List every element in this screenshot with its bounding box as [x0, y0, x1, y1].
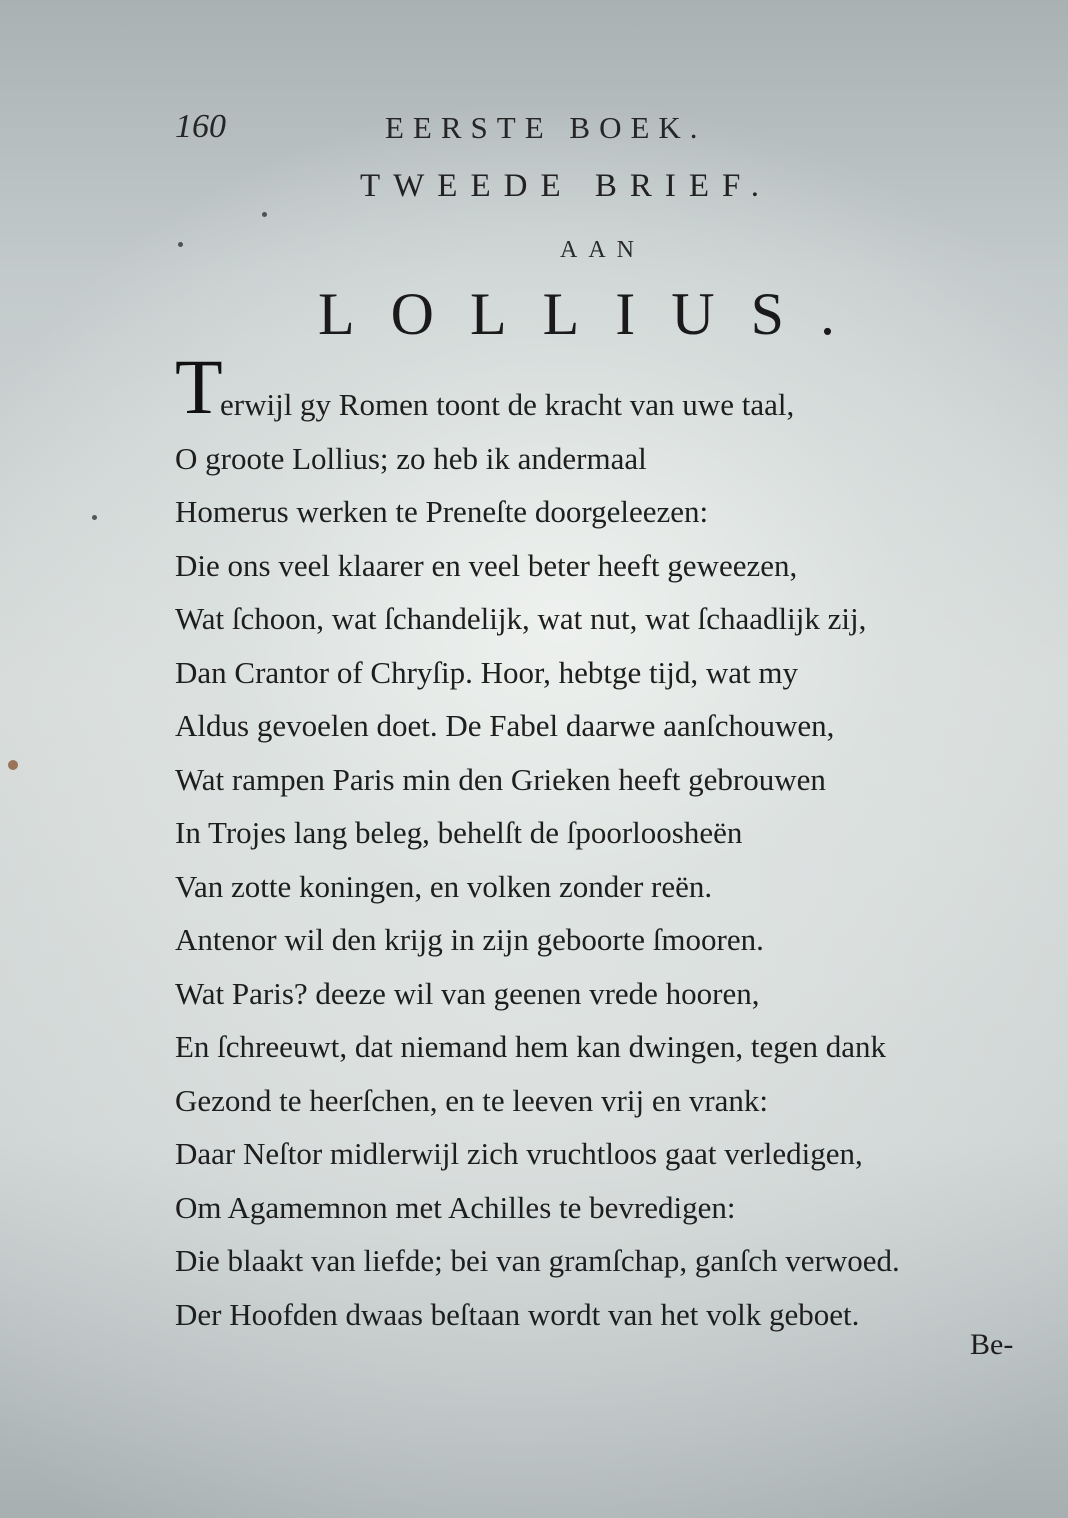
verse-line: O groote Lollius; zo heb ik andermaal: [175, 440, 647, 476]
verse-line: Van zotte koningen, en volken zonder reën.: [175, 868, 713, 904]
letter-to-word: AAN: [560, 237, 645, 263]
verse-line: [175, 343, 1035, 432]
verse-line: Dan Crantor of Chryſip. Hoor, hebtge tijd, wat my: [175, 654, 798, 690]
verse-line: Aldus gevoelen doet. De Fabel daarwe aanſchouwen,: [175, 708, 835, 743]
letter-title: TWEEDE BRIEF.: [360, 168, 772, 204]
verse-line: Daar Neſtor midlerwijl zich vruchtloos gaat verledigen,: [175, 1136, 863, 1171]
verse-line: Die blaakt van liefde; bei van gramſchap, ganſch verwoed.: [175, 1243, 900, 1278]
poem-body: [175, 343, 1035, 1341]
speck: [92, 515, 97, 520]
verse-line: En ſchreeuwt, dat niemand hem kan dwingen, tegen dank: [175, 1029, 887, 1064]
verse-line: Wat ſchoon, wat ſchandelijk, wat nut, wat ſchaadlijk zij,: [175, 601, 867, 636]
speck: [262, 212, 267, 217]
verse-line: Der Hoofden dwaas beſtaan wordt van het volk geboet.: [175, 1296, 860, 1332]
verse-line: Die ons veel klaarer en veel beter heeft geweezen,: [175, 547, 798, 583]
letter-recipient: LOLLIUS.: [318, 281, 871, 347]
verse-line: Antenor wil den krijg in zijn geboorte ſmooren.: [175, 922, 764, 957]
speck: [178, 242, 183, 247]
verse-line: Wat Paris? deeze wil van geenen vrede hooren,: [175, 975, 760, 1011]
verse-line: Gezond te heerſchen, en te leeven vrij en vrank:: [175, 1082, 769, 1118]
verse-line: Homerus werken te Preneſte doorgeleezen:: [175, 494, 709, 529]
verse-line: Om Agamemnon met Achilles te bevredigen:: [175, 1189, 736, 1225]
drop-cap: T: [175, 343, 223, 430]
page-number: 160: [175, 108, 226, 145]
catchword: Be-: [970, 1328, 1014, 1361]
verse-line: In Trojes lang beleg, behelſt de ſpoorlooshеën: [175, 815, 743, 850]
running-head: EERSTE BOEK.: [385, 110, 707, 145]
ink-stain: [8, 760, 18, 770]
page-header: [175, 108, 845, 158]
verse-line: Wat rampen Paris min den Grieken heeft gebrouwen: [175, 761, 826, 797]
verse-text: erwijl gy Romen toont de kracht van uwe taal,: [220, 387, 795, 422]
